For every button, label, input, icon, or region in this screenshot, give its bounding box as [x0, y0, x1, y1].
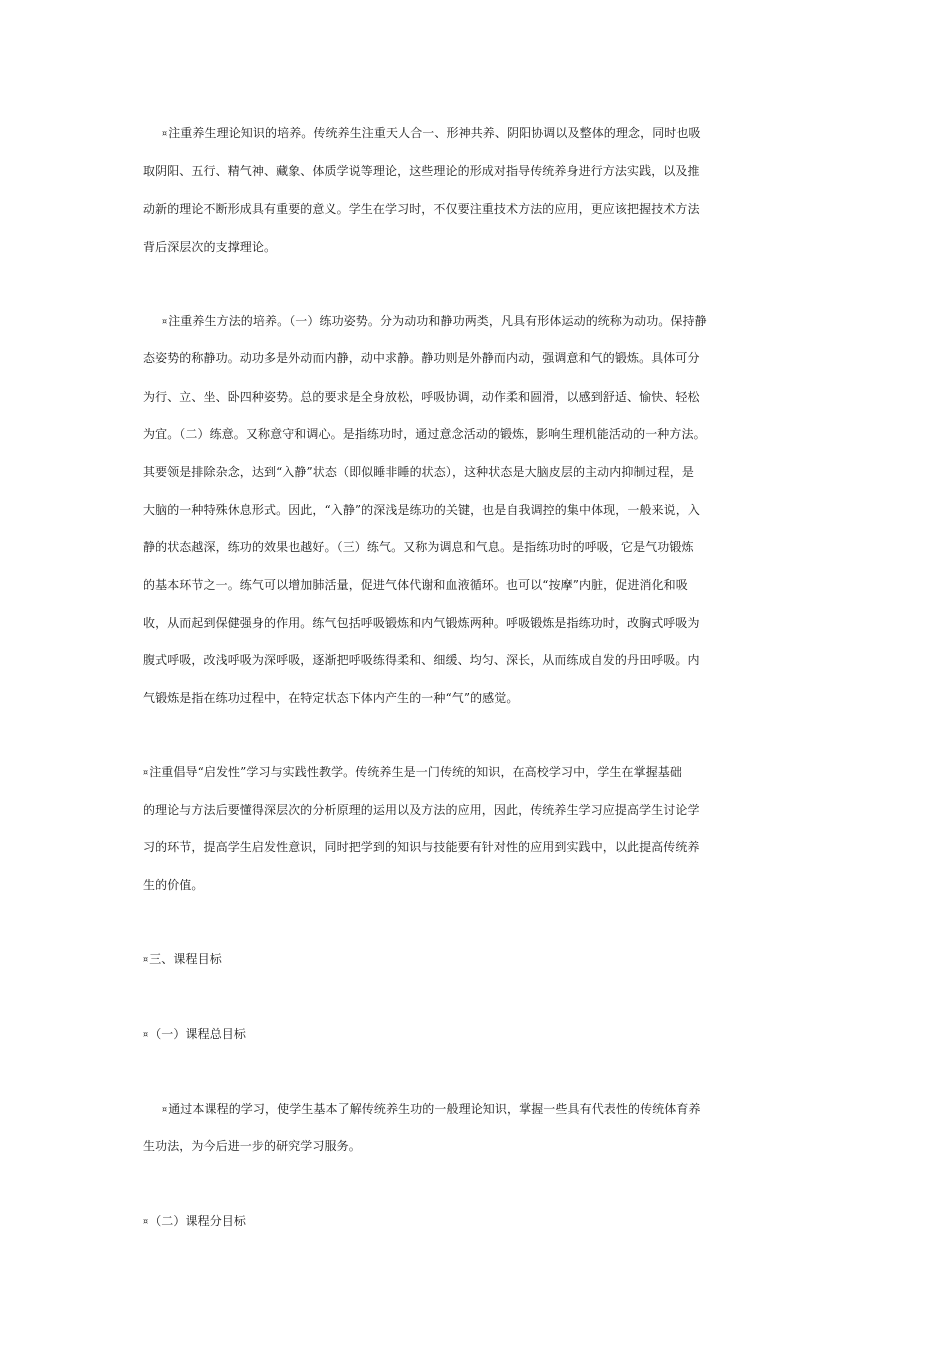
para3-line-3: 习的环节，提高学生启发性意识，同时把学到的知识与技能要有针对性的应用到实践中，以此提高传统养: [143, 840, 700, 854]
para2-line-7: 静的状态越深，练功的效果也越好。（三）练气。又称为调息和气息。是指练功时的呼吸，它是气功锻炼: [143, 540, 694, 554]
para2-line-10: 腹式呼吸，改浅呼吸为深呼吸，逐渐把呼吸练得柔和、细缓、均匀、深长，从而练成自发的丹田呼吸。内: [143, 653, 700, 667]
section-heading-course-goals: ¤三、课程目标: [143, 952, 222, 966]
para1-line-2: 取阴阳、五行、精气神、藏象、体质学说等理论，这些理论的形成对指导传统养身进行方法实践，以及推: [143, 164, 700, 178]
para3-marker: ¤: [143, 768, 149, 777]
para4-marker: ¤: [162, 1105, 168, 1114]
para2-line-6: 大脑的一种特殊休息形式。因此，“入静”的深浅是练功的关键，也是自我调控的集中体现，一般来说，入: [143, 503, 700, 517]
para3-line-2: 的理论与方法后要懂得深层次的分析原理的运用以及方法的应用，因此，传统养生学习应提高学生讨论学: [143, 803, 700, 817]
para4-line-2: 生功法，为今后进一步的研究学习服务。: [143, 1139, 361, 1153]
para1-marker: ¤: [162, 129, 168, 138]
para2-line-4: 为宜。（二）练意。又称意守和调心。是指练功时，通过意念活动的锻炼，影响生理机能活动的一种方法。: [143, 427, 706, 441]
para2-line-2: 态姿势的称静功。动功多是外动而内静，动中求静。静功则是外静而内动，强调意和气的锻炼。具体可分: [143, 351, 700, 365]
para2-line-3: 为行、立、坐、卧四种姿势。总的要求是全身放松，呼吸协调，动作柔和圆滑，以感到舒适、愉快、轻松: [143, 390, 700, 404]
para3-line-4: 生的价值。: [143, 878, 204, 892]
para2-line-5: 其要领是排除杂念，达到“入静”状态（即似睡非睡的状态），这种状态是大脑皮层的主动内抑制过程，是: [143, 465, 694, 479]
para3-line-1: ¤注重倡导“启发性”学习与实践性教学。传统养生是一门传统的知识，在高校学习中，学生在掌握基础: [143, 765, 682, 779]
para4-line-1: ¤通过本课程的学习，使学生基本了解传统养生功的一般理论知识，掌握一些具有代表性的传统体育养: [162, 1102, 701, 1116]
heading-marker: ¤: [143, 1030, 149, 1039]
heading-marker: ¤: [143, 1217, 149, 1226]
para1-line-1: ¤注重养生理论知识的培养。传统养生注重天人合一、形神共养、阴阳协调以及整体的理念，同时也吸: [162, 126, 701, 140]
subheading-overall-goal: ¤（一）课程总目标: [143, 1027, 247, 1041]
heading-marker: ¤: [143, 955, 149, 964]
para1-line-4: 背后深层次的支撑理论。: [143, 240, 277, 254]
para1-line-3: 动新的理论不断形成具有重要的意义。学生在学习时，不仅要注重技术方法的应用，更应该把握技术方法: [143, 202, 700, 216]
para2-line-9: 收，从而起到保健强身的作用。练气包括呼吸锻炼和内气锻炼两种。呼吸锻炼是指练功时，改胸式呼吸为: [143, 616, 700, 630]
subheading-sub-goals: ¤（二）课程分目标: [143, 1214, 247, 1228]
para2-marker: ¤: [162, 317, 168, 326]
para2-line-11: 气锻炼是指在练功过程中，在特定状态下体内产生的一种“气”的感觉。: [143, 691, 519, 705]
para2-line-1: ¤注重养生方法的培养。（一）练功姿势。分为动功和静功两类，凡具有形体运动的统称为动功。保持静: [162, 314, 707, 328]
para2-line-8: 的基本环节之一。练气可以增加肺活量，促进气体代谢和血液循环。也可以“按摩”内脏，促进消化和吸: [143, 578, 688, 592]
